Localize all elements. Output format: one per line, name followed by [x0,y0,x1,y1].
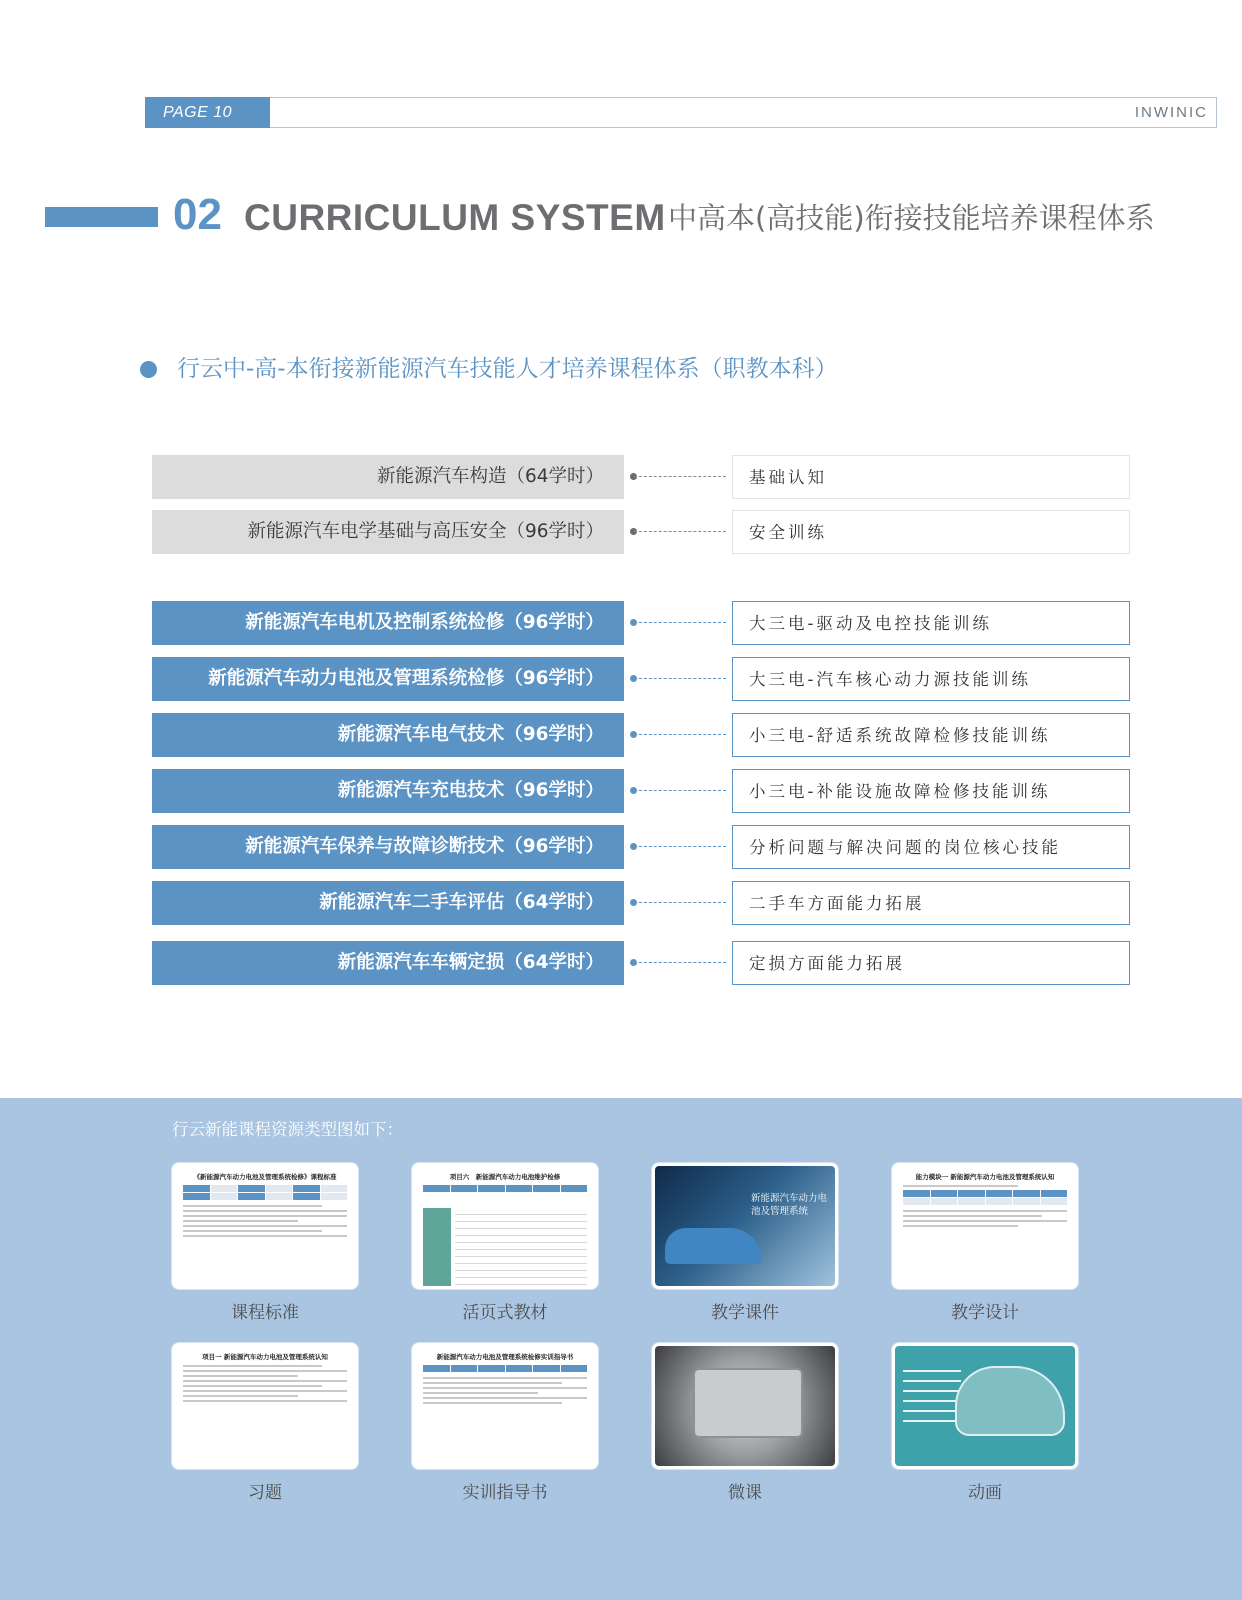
course-name: 新能源汽车构造（64学时） [152,455,624,499]
resource-exercises [172,1343,358,1503]
course-skill: 小三电-补能设施故障检修技能训练 [732,769,1130,813]
thumbnail-title: 新能源汽车动力电池及管理系统检修实训指导书 [436,1353,574,1361]
course-standard-thumbnail [172,1163,358,1289]
section-title-accent-bar [45,207,158,227]
connector-line [634,476,726,477]
connector-line [634,678,726,679]
training-guide-thumbnail [412,1343,598,1469]
subtitle: 行云中-高-本衔接新能源汽车技能人才培养课程体系（职教本科） [177,356,838,382]
battery-pack-icon [693,1368,803,1438]
section-number: 02 [173,190,222,239]
course-skill: 分析问题与解决问题的岗位核心技能 [732,825,1130,869]
course-skill: 大三电-驱动及电控技能训练 [732,601,1130,645]
course-skill: 基础认知 [732,455,1130,499]
course-name: 新能源汽车充电技术（96学时） [152,769,624,813]
resource-label: 动画 [968,1483,1002,1503]
section-title-cn: 中高本(高技能)衔接技能培养课程体系 [668,201,1155,235]
resource-label: 实训指导书 [462,1483,548,1503]
resource-teaching-design [892,1163,1078,1323]
resource-course-standard [172,1163,358,1323]
connector-line [634,734,726,735]
page-header [145,97,1217,128]
course-row [152,825,1130,869]
micro-lecture-thumbnail [652,1343,838,1469]
course-row [152,601,1130,645]
course-row [152,455,1130,499]
brand-name: INWINIC [1134,104,1208,121]
course-name: 新能源汽车电机及控制系统检修（96学时） [152,601,624,645]
connector-line [634,902,726,903]
car-icon [665,1228,761,1264]
resources-heading: 行云新能课程资源类型图如下： [172,1120,403,1139]
thumbnail-title: 项目六 新能源汽车动力电池维护检修 [449,1173,561,1181]
subtitle-bullet-icon [140,361,157,378]
resource-label: 活页式教材 [462,1303,548,1323]
course-row [152,657,1130,701]
resource-loose-leaf-textbook [412,1163,598,1323]
resource-courseware [652,1163,838,1323]
courseware-thumbnail [652,1163,838,1289]
course-row [152,713,1130,757]
thumbnail-title: 项目一 新能源汽车动力电池及管理系统认知 [202,1353,328,1361]
exercises-thumbnail [172,1343,358,1469]
course-row [152,510,1130,554]
course-name: 新能源汽车保养与故障诊断技术（96学时） [152,825,624,869]
resource-label: 教学课件 [711,1303,779,1323]
resource-animation [892,1343,1078,1503]
animation-thumbnail [892,1343,1078,1469]
course-name: 新能源汽车二手车评估（64学时） [152,881,624,925]
resource-label: 课程标准 [231,1303,299,1323]
course-skill: 安全训练 [732,510,1130,554]
course-skill: 大三电-汽车核心动力源技能训练 [732,657,1130,701]
thumbnail-title: 能力模块一 新能源汽车动力电池及管理系统认知 [915,1173,1055,1181]
connector-line [634,531,726,532]
resource-training-guide [412,1343,598,1503]
textbook-thumbnail [412,1163,598,1289]
course-row [152,769,1130,813]
page-number-tag: PAGE 10 [145,97,270,128]
course-name: 新能源汽车电气技术（96学时） [152,713,624,757]
course-skill: 小三电-舒适系统故障检修技能训练 [732,713,1130,757]
course-name: 新能源汽车动力电池及管理系统检修（96学时） [152,657,624,701]
resource-label: 习题 [248,1483,282,1503]
connector-line [634,962,726,963]
section-title-en: CURRICULUM SYSTEM [244,197,666,238]
resource-label: 微课 [728,1483,762,1503]
connector-line [634,790,726,791]
course-name: 新能源汽车车辆定损（64学时） [152,941,624,985]
course-skill: 定损方面能力拓展 [732,941,1130,985]
course-row [152,881,1130,925]
thumbnail-title: 《新能源汽车动力电池及管理系统检修》课程标准 [193,1173,337,1181]
connector-line [634,846,726,847]
teaching-design-thumbnail [892,1163,1078,1289]
connector-line [634,622,726,623]
thumbnail-caption: 新能源汽车动力电池及管理系统 [751,1193,828,1217]
resource-label: 教学设计 [951,1303,1019,1323]
course-skill: 二手车方面能力拓展 [732,881,1130,925]
resource-micro-lecture [652,1343,838,1503]
course-name: 新能源汽车电学基础与高压安全（96学时） [152,510,624,554]
resources-panel [0,1098,1242,1600]
course-row [152,941,1130,985]
